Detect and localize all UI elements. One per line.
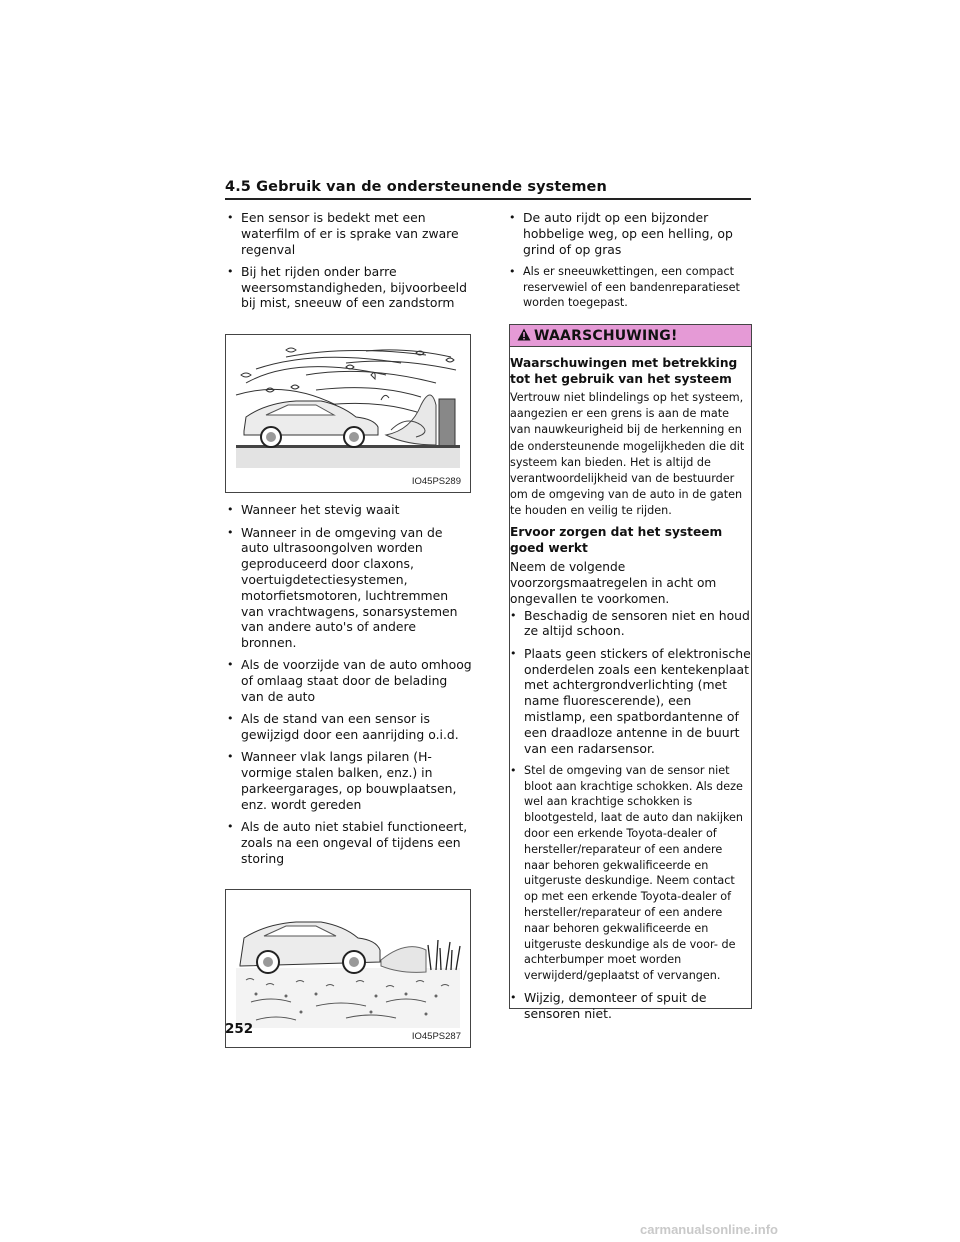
figure-gravel bbox=[225, 889, 471, 1048]
figure-label: IO45PS289 bbox=[411, 476, 461, 488]
warning-heading: Waarschuwingen met betrekking tot het gebruik van het systeem bbox=[510, 356, 738, 386]
right-column bbox=[509, 210, 751, 318]
section-header: 4.5 Gebruik van de ondersteunende systemen bbox=[225, 179, 607, 195]
gravel-car-illustration bbox=[226, 890, 470, 1047]
bullet-list-right bbox=[509, 210, 751, 311]
list-item: • De auto rijdt op een bijzonder hobbelige weg, op een helling, op grind of op gras bbox=[509, 210, 751, 257]
warning-heading: Ervoor zorgen dat het systeem goed werkt bbox=[510, 524, 723, 555]
list-item: • Een sensor is bedekt met een waterfilm of er is sprake van zware regenval bbox=[227, 210, 472, 257]
warning-bullet-list bbox=[510, 608, 751, 1022]
warning-title: WAARSCHUWING! bbox=[534, 327, 678, 344]
warning-icon bbox=[517, 326, 531, 345]
watermark: carmanualsonline.info bbox=[640, 1222, 778, 1237]
warning-header bbox=[510, 325, 751, 347]
list-item: • Als de stand van een sensor is gewijzigd door een aanrijding o.i.d. bbox=[227, 711, 472, 743]
wind-car-illustration bbox=[226, 335, 470, 492]
figure-label: IO45PS287 bbox=[411, 1030, 461, 1042]
page-number: 252 bbox=[225, 1021, 254, 1037]
list-item: • Wanneer vlak langs pilaren (H-vormige stalen balken, enz.) in parkeergarages, op bouwplaatsen, enz. wordt gereden bbox=[227, 749, 472, 812]
list-item: • Wanneer in de omgeving van de auto ultrasoongolven worden geproduceerd door claxons, voertuigdetectiesystemen, motorfietsmotoren, luchtremmen van vrachtwagens, sonarsystemen van andere auto's of andere bronnen. bbox=[227, 525, 472, 651]
list-item: • Bij het rijden onder barre weersomstandigheden, bijvoorbeeld bij mist, sneeuw of een zandstorm bbox=[227, 264, 472, 311]
list-item: • Beschadig de sensoren niet en houd ze altijd schoon. bbox=[510, 608, 751, 640]
warning-box bbox=[509, 324, 752, 1022]
bullet-list-top bbox=[227, 210, 472, 311]
bullet-list-middle bbox=[227, 502, 472, 866]
warning-paragraph: Neem de volgende voorzorgsmaatregelen in acht om ongevallen te voorkomen. bbox=[510, 559, 717, 606]
list-item: • Als de auto niet stabiel functioneert, zoals na een ongeval of tijdens een storing bbox=[227, 819, 472, 866]
list-item: • Wanneer het stevig waait bbox=[227, 502, 472, 518]
warning-paragraph: Vertrouw niet blindelings op het systeem, aangezien er een grens is aan de mate van nauwkeurigheid bij de herkenning en de ondersteunende mogelijkheden die dit systeem kan bieden. Het is altijd de verantwoordelijkheid van de bestuurder om de omgeving van de auto in de gaten te houden en veilig te rijden. bbox=[510, 391, 745, 518]
header-divider bbox=[225, 198, 751, 200]
figure-wind bbox=[225, 334, 471, 493]
list-item: • Wijzig, demonteer of spuit de sensoren niet. bbox=[510, 990, 751, 1022]
list-item: • Stel de omgeving van de sensor niet bloot aan krachtige schokken. Als deze wel aan krachtige schokken is blootgesteld, laat de auto dan nakijken door een erkende Toyota-dealer of hersteller/reparateur of een andere naar behoren gekwalificeerde en uitgeruste deskundige. Neem contact op met een erkende Toyota-dealer of hersteller/reparateur of een andere naar behoren gekwalificeerde en uitgeruste deskundige als de voor- de achterbumper moet worden verwijderd/geplaatst of vervangen. bbox=[510, 763, 751, 984]
list-item: • Plaats geen stickers of elektronische onderdelen zoals een kentekenplaat met achtergrondverlichting (met name fluorescerende), een mistlamp, een spatbordantenne of een draadloze antenne in de buurt van een radarsensor. bbox=[510, 646, 751, 757]
list-item: • Als de voorzijde van de auto omhoog of omlaag staat door de belading van de auto bbox=[227, 657, 472, 704]
warning-body bbox=[510, 347, 751, 1022]
list-item: • Als er sneeuwkettingen, een compact reservewiel of een bandenreparatieset worden toegepast. bbox=[509, 264, 751, 311]
left-column bbox=[227, 210, 472, 1048]
